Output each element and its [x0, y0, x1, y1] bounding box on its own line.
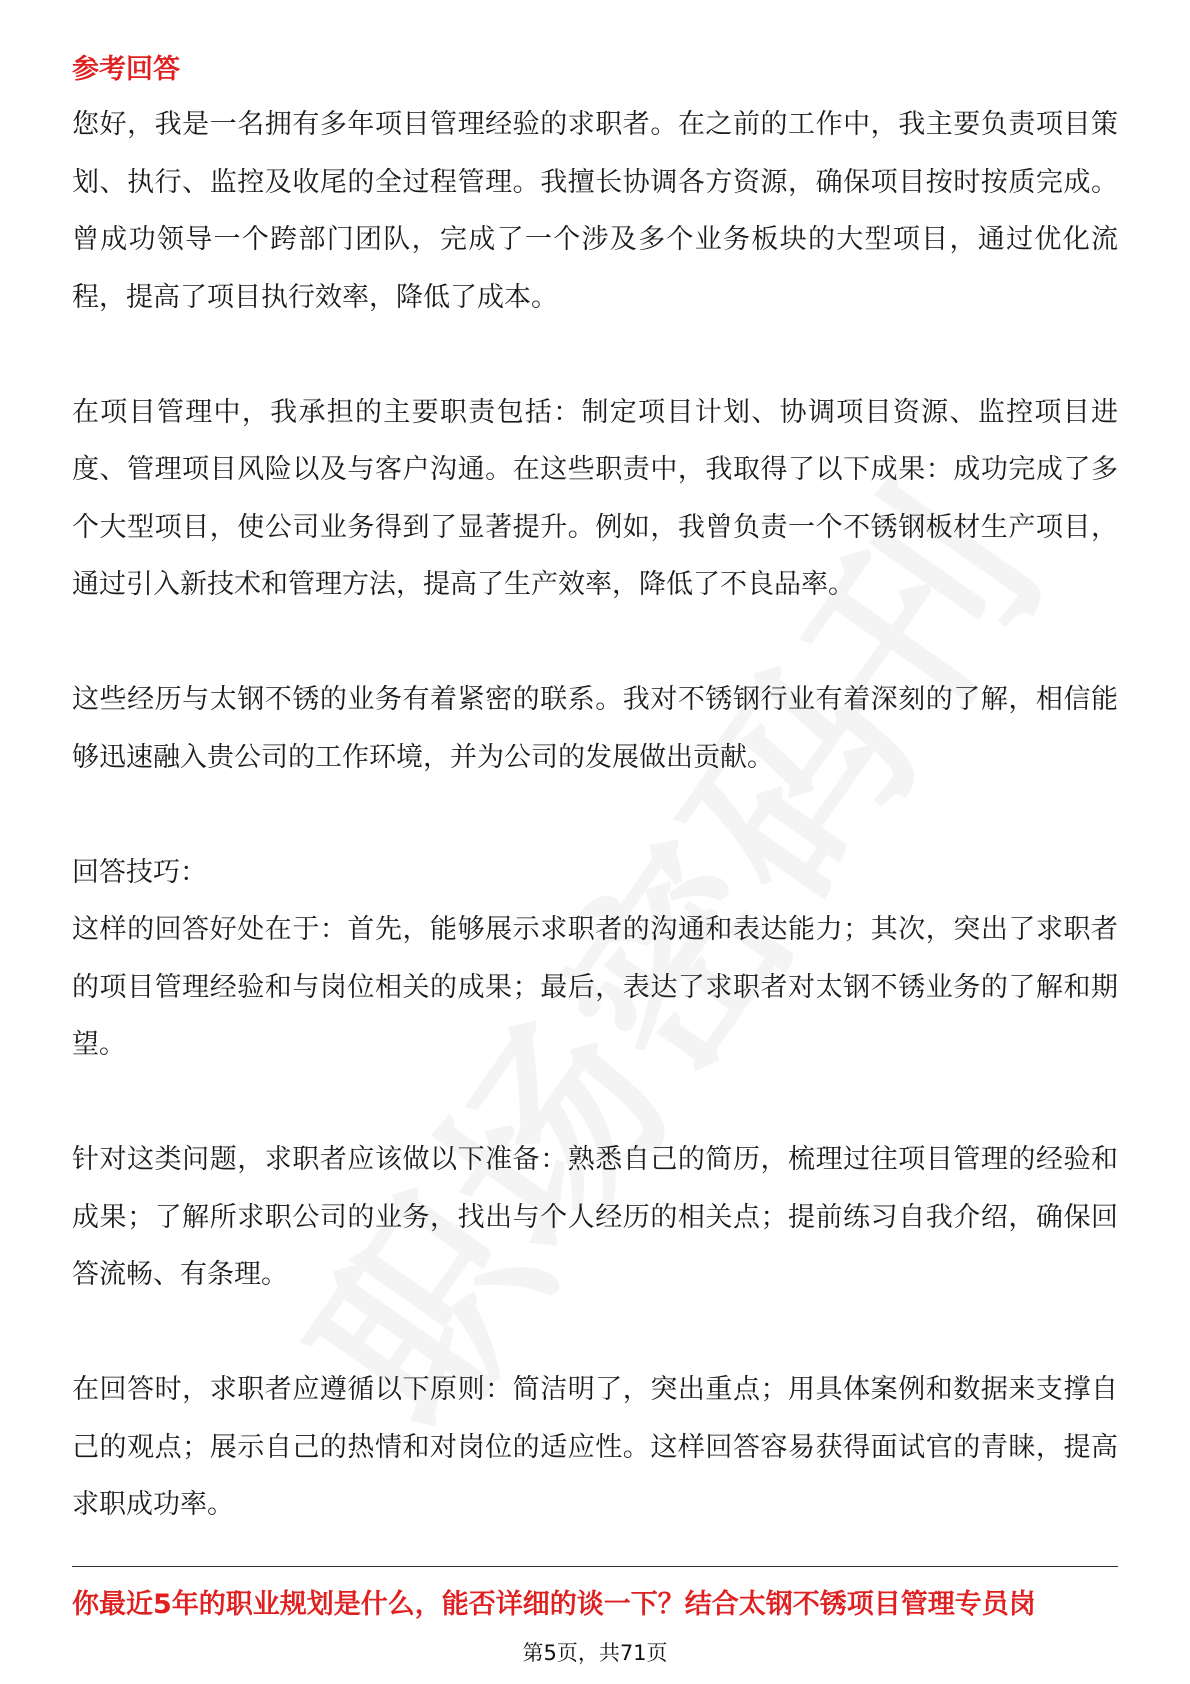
answer-paragraph: 在项目管理中，我承担的主要职责包括：制定项目计划、协调项目资源、监控项目进度、管理项目风险以及与客户沟通。在这些职责中，我取得了以下成果：成功完成了多个大型项目，使公司业务得到了显著提升。例如，我曾负责一个不锈钢板材生产项目，通过引入新技术和管理方法，提高了生产效率，降低了不良品率。	[72, 396, 1118, 600]
tips-paragraph: 在回答时，求职者应遵循以下原则：简洁明了，突出重点；用具体案例和数据来支撑自己的观点；展示自己的热情和对岗位的适应性。这样回答容易获得面试官的青睐，提高求职成功率。	[72, 1374, 1118, 1520]
answer-content	[72, 44, 1118, 1534]
tips-title: 回答技巧：	[72, 856, 207, 888]
section-divider	[72, 1566, 1118, 1567]
next-question-heading: 你最近5年的职业规划是什么，能否详细的谈一下？结合太钢不锈项目管理专员岗	[72, 1589, 1036, 1620]
section-title: 参考回答	[72, 54, 180, 85]
answer-paragraph: 这些经历与太钢不锈的业务有着紧密的联系。我对不锈钢行业有着深刻的了解，相信能够迅速融入贵公司的工作环境，并为公司的发展做出贡献。	[72, 684, 1118, 773]
tips-paragraph: 针对这类问题，求职者应该做以下准备：熟悉自己的简历，梳理过往项目管理的经验和成果；了解所求职公司的业务，找出与个人经历的相关点；提前练习自我介绍，确保回答流畅、有条理。	[72, 1144, 1118, 1290]
answer-paragraph: 您好，我是一名拥有多年项目管理经验的求职者。在之前的工作中，我主要负责项目策划、执行、监控及收尾的全过程管理。我擅长协调各方资源，确保项目按时按质完成。曾成功领导一个跨部门团队，完成了一个涉及多个业务板块的大型项目，通过优化流程，提高了项目执行效率，降低了成本。	[72, 109, 1118, 313]
page-number: 第5页，共71页	[522, 1641, 668, 1665]
tips-paragraph: 这样的回答好处在于：首先，能够展示求职者的沟通和表达能力；其次，突出了求职者的项目管理经验和与岗位相关的成果；最后，表达了求职者对太钢不锈业务的了解和期望。	[72, 914, 1118, 1060]
